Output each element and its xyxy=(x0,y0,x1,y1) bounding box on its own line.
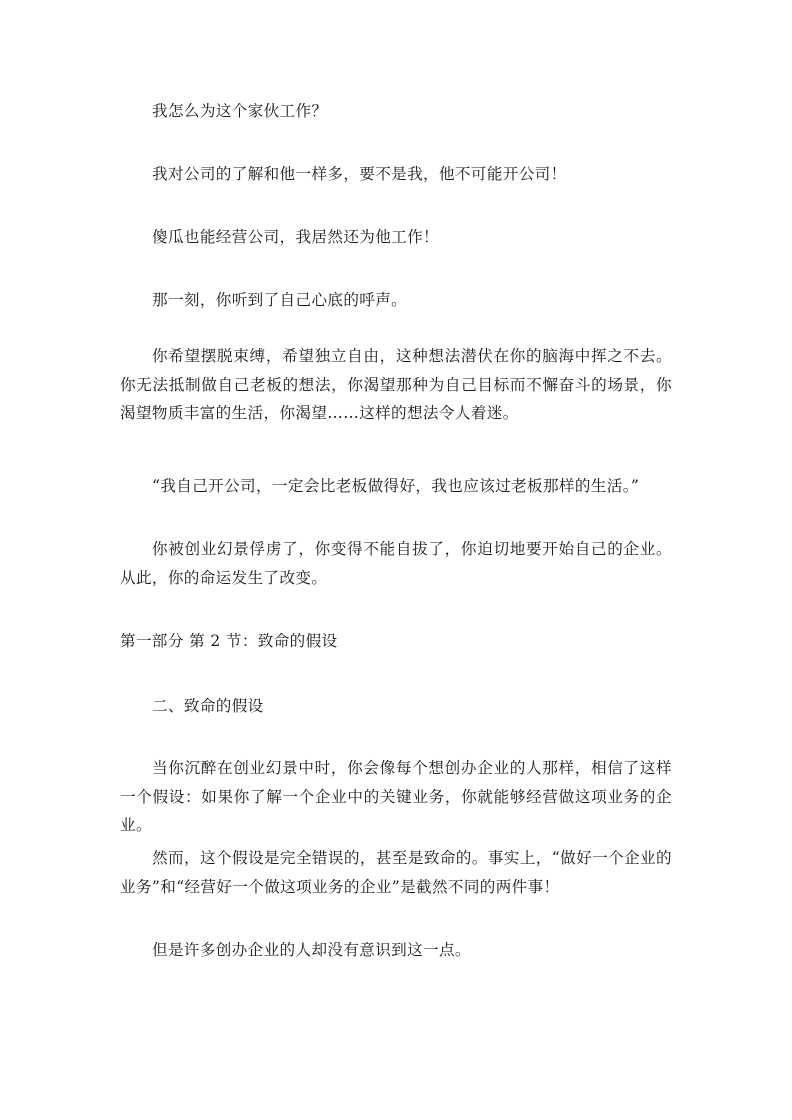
paragraph-quote: “我自己开公司，一定会比老板做得好，我也应该过老板那样的生活。” xyxy=(152,477,640,495)
paragraph-assumption: 当你沉醉在创业幻景中时，你会像每个想创办企业的人那样，相信了这样一个假设：如果你了解一个企业中的关键业务，你就能够经营做这项业务的企业。 xyxy=(120,759,672,835)
paragraph-knowledge: 我对公司的了解和他一样多，要不是我，他不可能开公司！ xyxy=(152,165,567,183)
paragraph-fatal: 然而，这个假设是完全错误的，甚至是致命的。事实上，“做好一个企业的业务”和“经营好一个做这项业务的企业”是截然不同的两件事！ xyxy=(120,849,672,896)
paragraph-captured: 你被创业幻景俘虏了，你变得不能自拔了，你迫切地要开始自己的企业。从此，你的命运发生了改变。 xyxy=(120,540,672,587)
section-heading: 第一部分 第 2 节：致命的假设 xyxy=(120,632,338,650)
paragraph-unaware: 但是许多创办企业的人却没有意识到这一点。 xyxy=(152,941,471,959)
paragraph-question: 我怎么为这个家伙工作？ xyxy=(152,102,328,120)
paragraph-fool: 傻瓜也能经营公司，我居然还为他工作！ xyxy=(152,228,439,246)
paragraph-moment: 那一刻，你听到了自己心底的呼声。 xyxy=(152,291,408,309)
paragraph-desire: 你希望摆脱束缚，希望独立自由，这种想法潜伏在你的脑海中挥之不去。你无法抵制做自己老板的想法，你渴望那种为自己目标而不懈奋斗的场景，你渴望物质丰富的生活，你渴望……这样的想法令人着迷。 xyxy=(120,347,672,423)
subsection-heading: 二、致命的假设 xyxy=(152,697,264,715)
